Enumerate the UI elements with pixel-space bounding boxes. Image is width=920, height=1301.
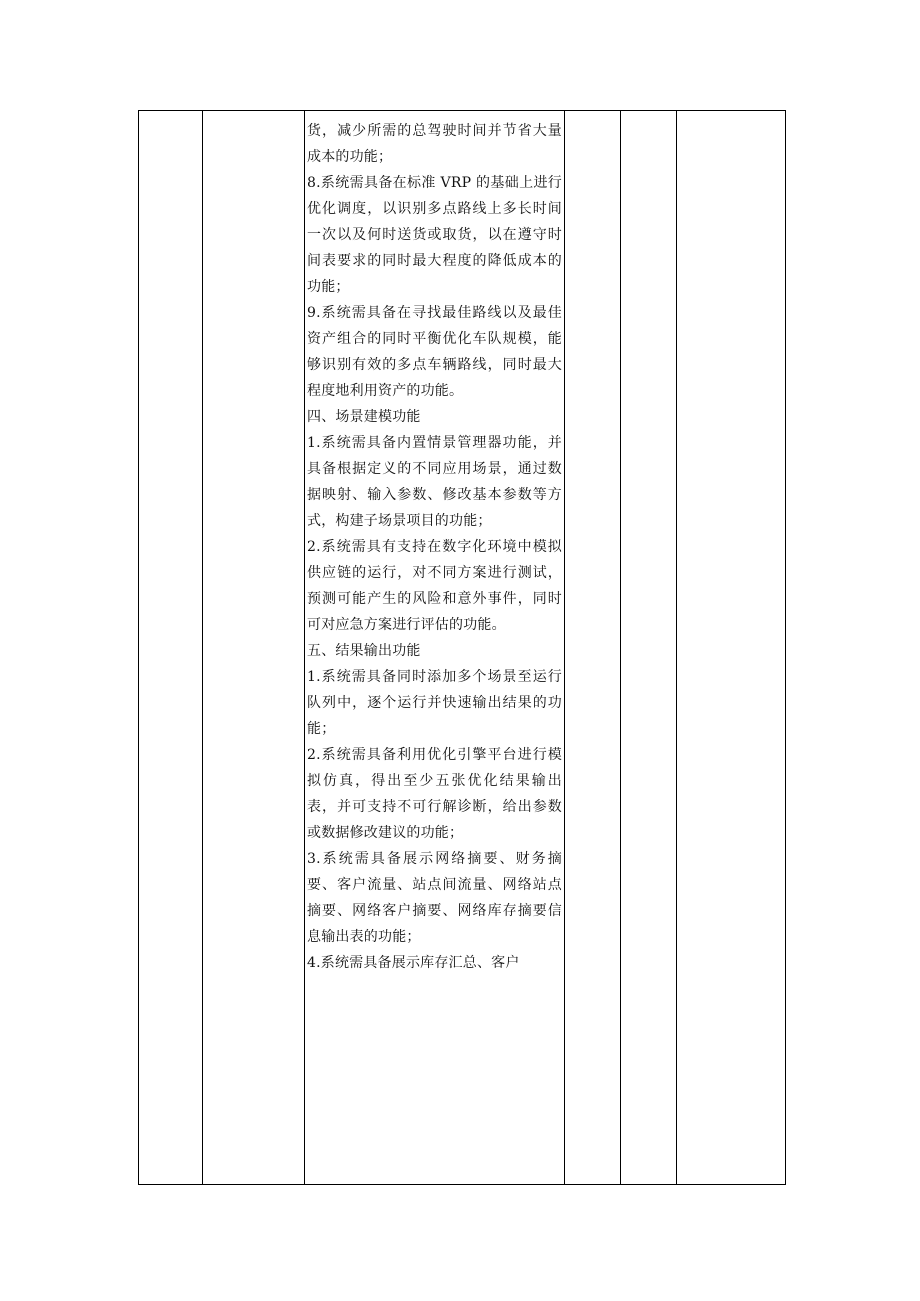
requirement-line: 8.系统需具备在标准 VRP 的基础上进行优化调度，以识别多点路线上多长时间一次以及何时送货或取货，以在遵守时间表要求的同时最大程度的降低成本的功能； [307, 175, 562, 295]
requirement-line: 3.系统需具备展示网络摘要、财务摘要、客户流量、站点间流量、网络站点摘要、网络客户摘要、网络库存摘要信息输出表的功能； [307, 851, 562, 945]
requirements-text [305, 111, 564, 976]
requirement-line: 2.系统需具有支持在数字化环境中模拟供应链的运行，对不同方案进行测试，预测可能产生的风险和意外事件，同时可对应急方案进行评估的功能。 [307, 539, 562, 633]
quantity-cell [565, 111, 621, 1185]
requirements-cell [305, 111, 565, 1185]
table-row [139, 111, 786, 1185]
section-heading: 五、结果输出功能 [307, 643, 421, 659]
requirement-line: 2.系统需具备利用优化引擎平台进行模拟仿真，得出至少五张优化结果输出表，并可支持不可行解诊断，给出参数或数据修改建议的功能； [307, 747, 562, 841]
index-cell [139, 111, 203, 1185]
requirement-line: 货，减少所需的总驾驶时间并节省大量成本的功能； [307, 123, 562, 165]
remarks-cell [677, 111, 786, 1185]
unit-cell [621, 111, 677, 1185]
requirement-line: 9.系统需具备在寻找最佳路线以及最佳资产组合的同时平衡优化车队规模，能够识别有效的多点车辆路线，同时最大程度地利用资产的功能。 [307, 305, 562, 399]
requirement-line: 4.系统需具备展示库存汇总、客户 [307, 955, 520, 971]
requirements-table [138, 110, 786, 1185]
section-heading: 四、场景建模功能 [307, 409, 421, 425]
item-name-cell [203, 111, 305, 1185]
requirement-line: 1.系统需具备内置情景管理器功能，并具备根据定义的不同应用场景，通过数据映射、输入参数、修改基本参数等方式，构建子场景项目的功能； [307, 435, 562, 529]
requirement-line: 1.系统需具备同时添加多个场景至运行队列中，逐个运行并快速输出结果的功能； [307, 669, 562, 737]
